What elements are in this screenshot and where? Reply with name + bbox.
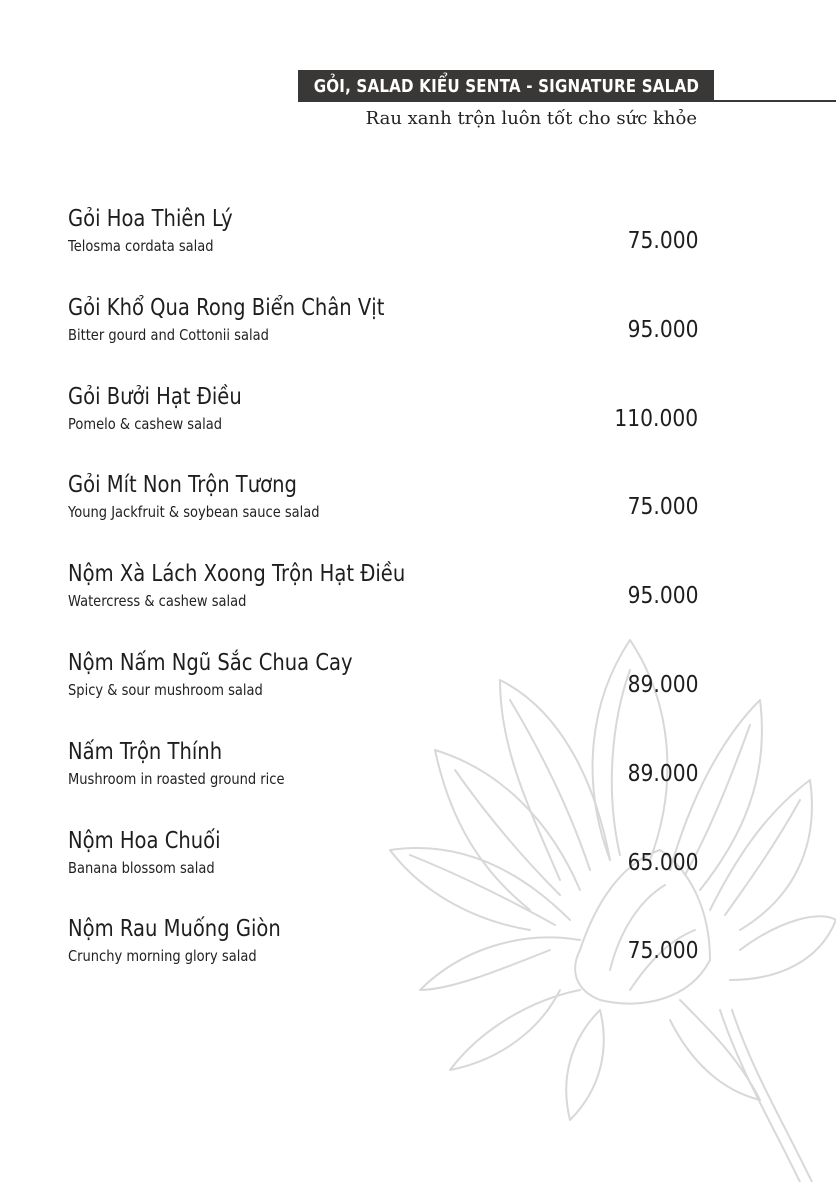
item-price: 95.000 <box>627 583 698 610</box>
item-description: Mushroom in roasted ground rice <box>68 769 285 788</box>
menu-item <box>68 910 700 999</box>
item-description: Banana blossom salad <box>68 858 215 877</box>
item-description: Spicy & sour mushroom salad <box>68 680 263 699</box>
item-price: 89.000 <box>627 671 698 698</box>
menu-item <box>68 289 700 378</box>
menu-item <box>68 733 700 822</box>
item-name: Gỏi Khổ Qua Rong Biển Chân Vịt <box>68 294 385 321</box>
item-price: 110.000 <box>614 405 698 432</box>
menu-list <box>68 200 700 999</box>
item-description: Bitter gourd and Cottonii salad <box>68 325 269 344</box>
item-name: Gỏi Bưởi Hạt Điều <box>68 383 242 410</box>
item-description: Pomelo & cashew salad <box>68 414 223 433</box>
item-description: Watercress & cashew salad <box>68 592 247 611</box>
item-price: 75.000 <box>627 938 698 965</box>
menu-item <box>68 822 700 911</box>
item-name: Nấm Trộn Thính <box>68 738 223 765</box>
item-name: Gỏi Mít Non Trộn Tương <box>68 472 297 499</box>
header-rule <box>714 100 836 102</box>
item-price: 75.000 <box>627 228 698 254</box>
section-subtitle: Rau xanh trộn luôn tốt cho sức khỏe <box>365 108 697 129</box>
item-price: 65.000 <box>627 849 698 876</box>
item-name: Nộm Xà Lách Xoong Trộn Hạt Điều <box>68 561 406 588</box>
item-price: 75.000 <box>627 494 698 521</box>
item-description: Young Jackfruit & soybean sauce salad <box>68 503 320 522</box>
item-name: Nộm Hoa Chuối <box>68 827 221 854</box>
item-price: 89.000 <box>627 760 698 787</box>
item-name: Nộm Rau Muống Giòn <box>68 916 281 943</box>
menu-item <box>68 466 700 555</box>
item-description: Crunchy morning glory salad <box>68 947 257 966</box>
item-name: Gỏi Hoa Thiên Lý <box>68 206 233 232</box>
menu-item <box>68 644 700 733</box>
menu-item <box>68 378 700 467</box>
item-price: 95.000 <box>627 316 698 343</box>
section-title: GỎI, SALAD KIỂU SENTA - SIGNATURE SALAD <box>313 75 699 97</box>
item-description: Telosma cordata salad <box>68 237 214 255</box>
menu-item <box>68 200 700 289</box>
section-header <box>298 70 714 102</box>
menu-item <box>68 555 700 644</box>
item-name: Nộm Nấm Ngũ Sắc Chua Cay <box>68 649 353 676</box>
